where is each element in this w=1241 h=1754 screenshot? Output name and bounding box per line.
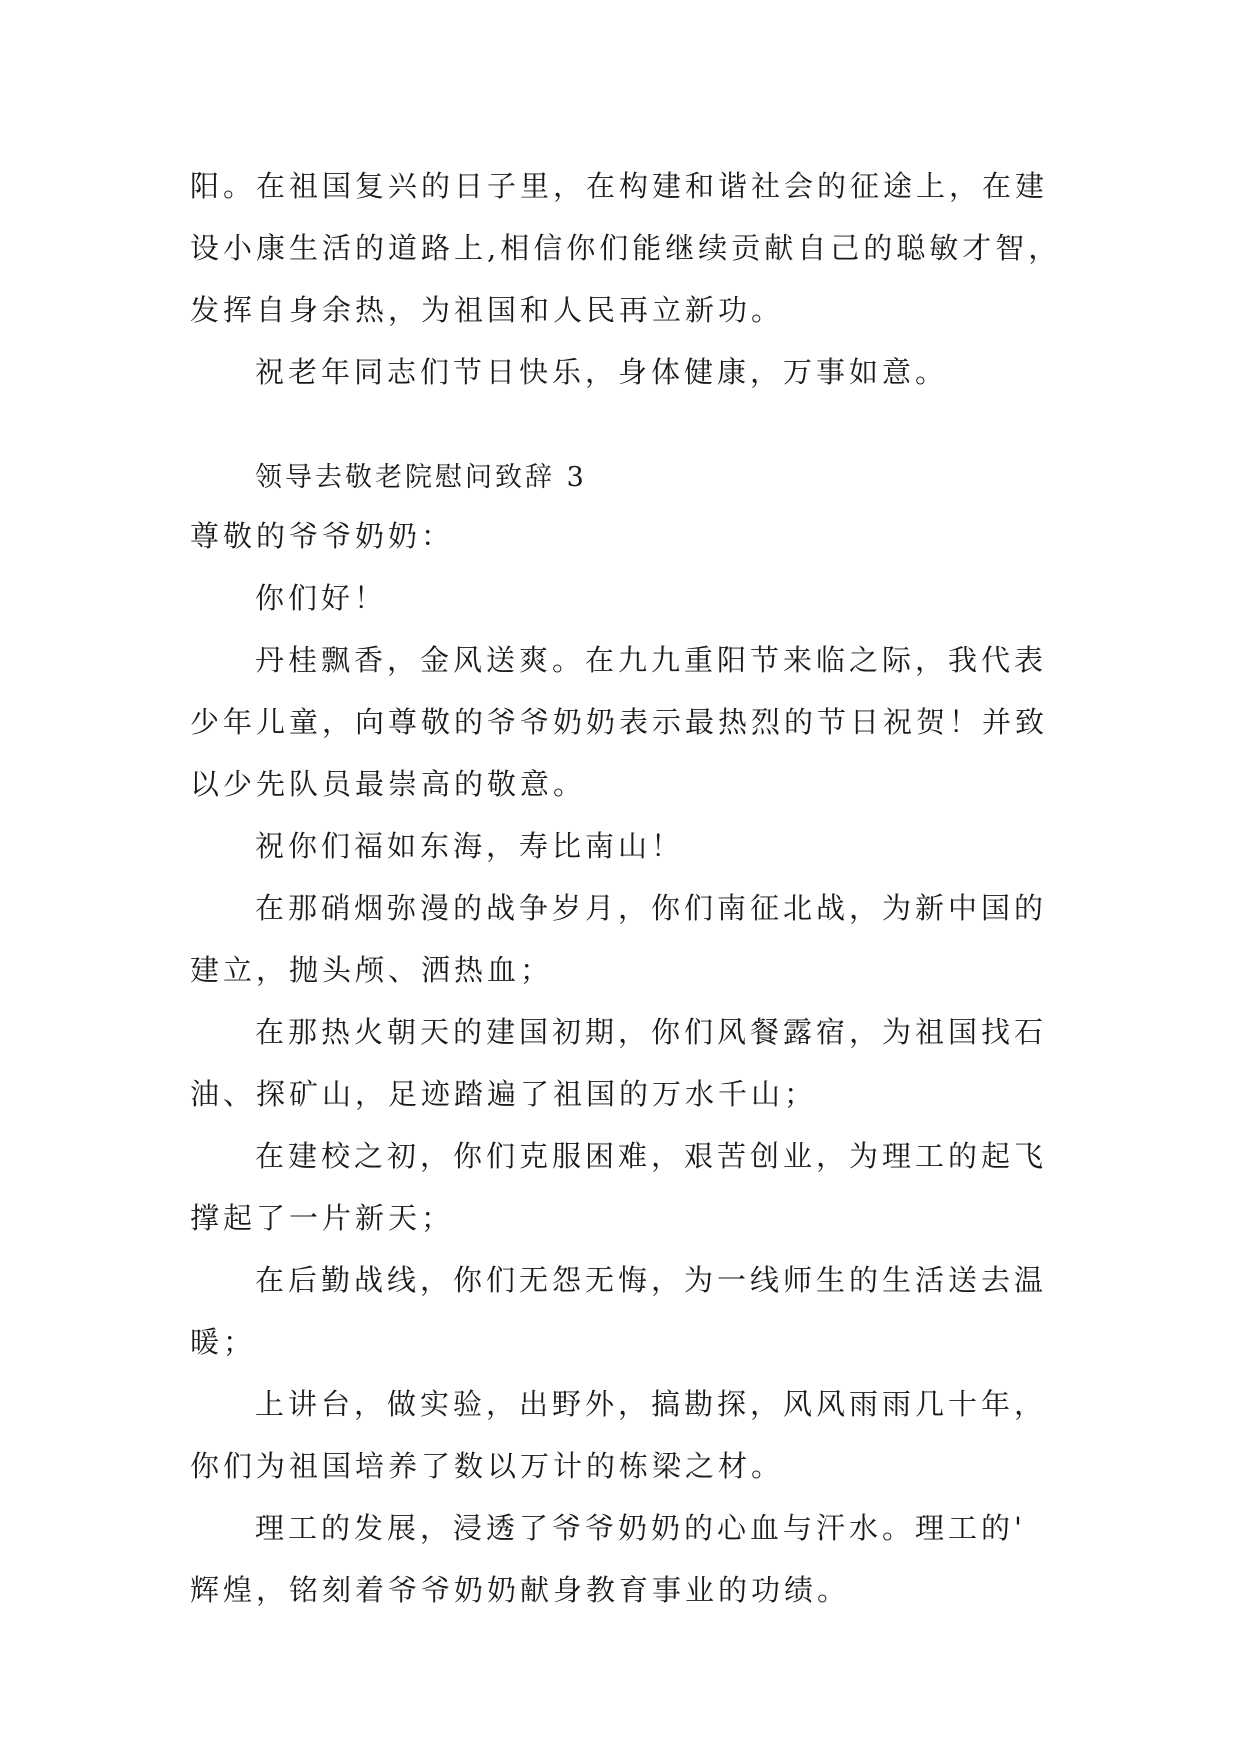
text-line: 阳。在祖国复兴的日子里，在构建和谐社会的征途上，在建 bbox=[190, 169, 1049, 203]
text-line: 在后勤战线，你们无怨无悔，为一线师生的生活送去温 bbox=[255, 1263, 1048, 1297]
text-line: 在那硝烟弥漫的战争岁月，你们南征北战，为新中国的 bbox=[255, 891, 1048, 925]
text-line: 上讲台，做实验，出野外，搞勘探，风风雨雨几十年， bbox=[255, 1387, 1048, 1421]
text-line: 辉煌，铭刻着爷爷奶奶献身教育事业的功绩。 bbox=[190, 1573, 851, 1607]
text-line: 你们为祖国培养了数以万计的栋梁之材。 bbox=[190, 1449, 785, 1483]
greeting: 你们好！ bbox=[255, 581, 388, 615]
text-line: 在建校之初，你们克服困难，艰苦创业，为理工的起飞 bbox=[255, 1139, 1048, 1173]
text-line: 在那热火朝天的建国初期，你们风餐露宿，为祖国找石 bbox=[255, 1015, 1048, 1049]
text-line: 油、探矿山，足迹踏遍了祖国的万水千山； bbox=[190, 1077, 818, 1111]
section-title: 领导去敬老院慰问致辞 3 bbox=[255, 462, 587, 493]
text-line: 撑起了一片新天； bbox=[190, 1201, 455, 1235]
text-line: 设小康生活的道路上,相信你们能继续贡献自己的聪敏才智， bbox=[190, 231, 1062, 265]
text-line: 建立，抛头颅、洒热血； bbox=[190, 953, 554, 987]
text-line: 以少先队员最崇高的敬意。 bbox=[190, 767, 587, 801]
text-line: 祝你们福如东海，寿比南山！ bbox=[255, 829, 685, 863]
text-line: 少年儿童，向尊敬的爷爷奶奶表示最热烈的节日祝贺！并致 bbox=[190, 705, 1049, 739]
salutation: 尊敬的爷爷奶奶： bbox=[190, 519, 455, 553]
text-line: 丹桂飘香，金风送爽。在九九重阳节来临之际，我代表 bbox=[255, 643, 1048, 677]
text-line: 理工的发展，浸透了爷爷奶奶的心血与汗水。理工的' bbox=[255, 1511, 1026, 1545]
text-line: 祝老年同志们节日快乐，身体健康，万事如意。 bbox=[255, 355, 949, 389]
text-line: 发挥自身余热，为祖国和人民再立新功。 bbox=[190, 293, 785, 327]
text-line: 暖； bbox=[190, 1325, 257, 1359]
